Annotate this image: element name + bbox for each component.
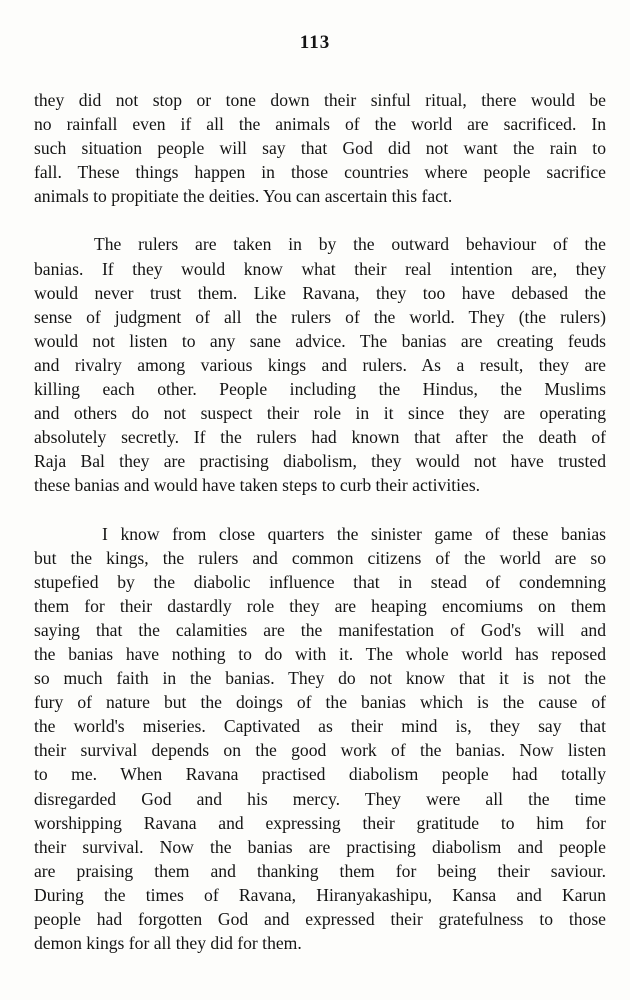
- page-number: 113: [299, 32, 331, 53]
- text-line: fall. These things happen in those countries where people sacrifice: [34, 162, 606, 183]
- text-line: worshipping Ravana and expressing their gratitude to him for: [34, 812, 606, 833]
- paragraph-2: [34, 232, 606, 497]
- paragraph-3: [34, 522, 606, 956]
- text-line: demon kings for all they did for them.: [34, 933, 302, 954]
- text-line: animals to propitiate the deities. You can ascertain this fact.: [34, 186, 453, 207]
- text-line: people had forgotten God and expressed their gratefulness to those: [34, 909, 606, 929]
- text-line: they did not stop or tone down their sinful ritual, there would be: [34, 90, 606, 110]
- text-line: but the kings, the rulers and common citizens of the world are so: [34, 547, 606, 568]
- text-line: disregarded God and his mercy. They were all the time: [34, 788, 606, 809]
- paragraph-1: [34, 88, 606, 208]
- text-line: the banias have nothing to do with it. The whole world has reposed: [34, 643, 606, 664]
- text-line: these banias and would have taken steps to curb their activities.: [34, 475, 481, 496]
- body-text: [34, 88, 606, 979]
- text-line: The rulers are taken in by the outward behaviour of the: [94, 234, 606, 255]
- text-line: to me. When Ravana practised diabolism people had totally: [34, 764, 606, 785]
- text-line: fury of nature but the doings of the banias which is the cause of: [34, 692, 606, 713]
- text-line: their survival. Now the banias are practising diabolism and people: [34, 836, 606, 857]
- text-line: them for their dastardly role they are heaping encomiums on them: [34, 595, 606, 616]
- text-line: are praising them and thanking them for being their saviour.: [34, 860, 606, 881]
- text-line: would never trust them. Like Ravana, they too have debased the: [34, 282, 606, 303]
- text-line: no rainfall even if all the animals of the world are sacrificed. In: [34, 114, 606, 135]
- text-line: would not listen to any sane advice. The banias are creating feuds: [34, 330, 606, 351]
- text-line: the world's miseries. Captivated as their mind is, they say that: [34, 716, 606, 737]
- text-line: I know from close quarters the sinister game of these banias: [102, 523, 606, 544]
- text-line: saying that the calamities are the manifestation of God's will and: [34, 619, 606, 640]
- text-line: Raja Bal they are practising diabolism, they would not have trusted: [34, 451, 606, 472]
- text-line: so much faith in the banias. They do not know that it is not the: [34, 668, 606, 689]
- text-line: sense of judgment of all the rulers of the world. They (the rulers): [34, 306, 606, 327]
- text-line: such situation people will say that God did not want the rain to: [34, 138, 606, 159]
- text-line: stupefied by the diabolic influence that in stead of condemning: [34, 571, 606, 592]
- text-line: and rivalry among various kings and rulers. As a result, they are: [34, 354, 606, 375]
- text-line: During the times of Ravana, Hiranyakashipu, Kansa and Karun: [34, 884, 606, 905]
- text-line: banias. If they would know what their real intention are, they: [34, 258, 606, 279]
- text-line: their survival depends on the good work of the banias. Now listen: [34, 740, 606, 761]
- text-line: absolutely secretly. If the rulers had known that after the death of: [34, 427, 606, 448]
- text-line: killing each other. People including the Hindus, the Muslims: [34, 379, 606, 400]
- text-line: and others do not suspect their role in it since they are operating: [34, 403, 606, 424]
